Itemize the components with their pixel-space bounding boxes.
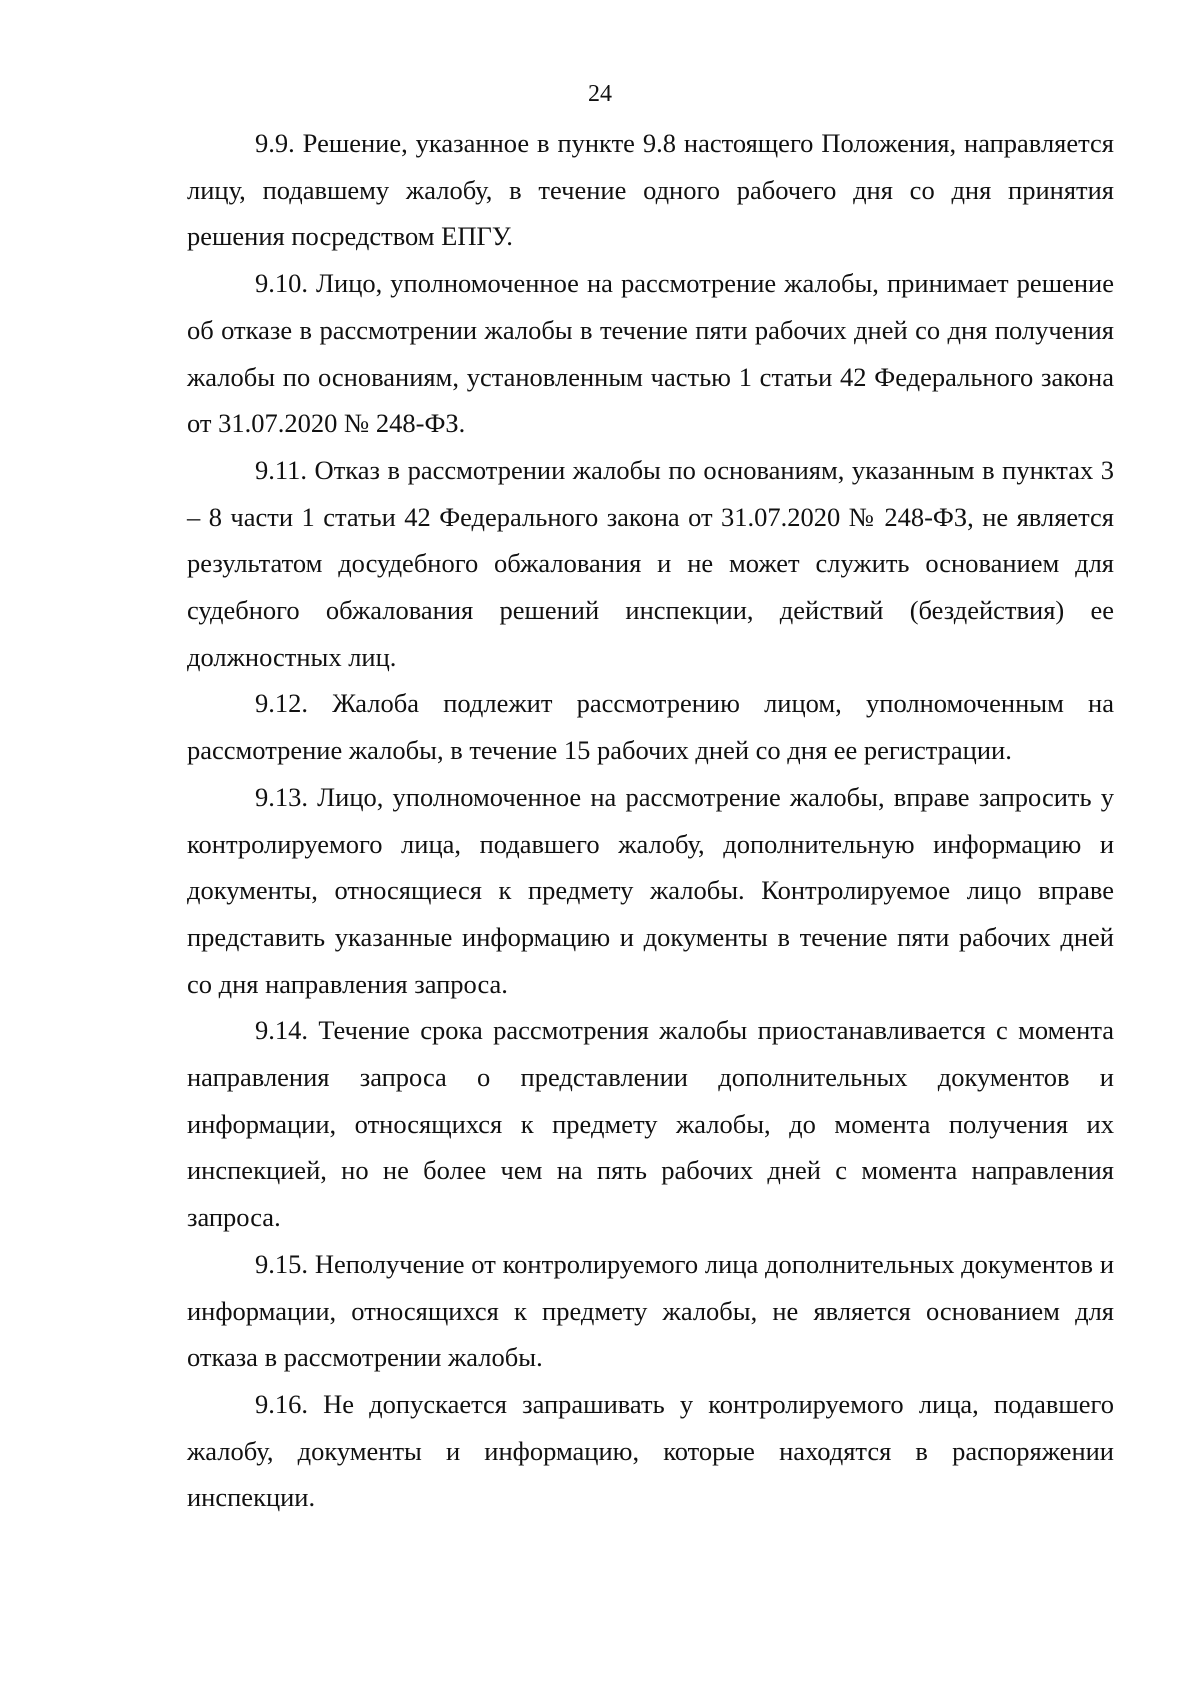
document-body [187,120,1114,1521]
paragraph-9-15: 9.15. Неполучение от контролируемого лица дополнительных документов и информации, относящихся к предмету жалобы, не является основанием для отказа в рассмотрении жалобы. [187,1248,1114,1373]
paragraph-9-12: 9.12. Жалоба подлежит рассмотрению лицом, уполномоченным на рассмотрение жалобы, в течение 15 рабочих дней со дня ее регистрации. [187,688,1114,766]
paragraph-9-11: 9.11. Отказ в рассмотрении жалобы по основаниям, указанным в пунктах 3 – 8 части 1 статьи 42 Федерального закона от 31.07.2020 № 248-ФЗ, не является результатом досудебного обжалования и не может служить основанием для судебного обжалования решений инспекции, действий (бездействия) ее должностных лиц. [187,454,1114,672]
paragraph-9-13: 9.13. Лицо, уполномоченное на рассмотрение жалобы, вправе запросить у контролируемого лица, подавшего жалобу, дополнительную информацию и документы, относящиеся к предмету жалобы. Контролируемое лицо вправе представить указанные информацию и документы в течение пяти рабочих дней со дня направления запроса. [187,781,1114,999]
paragraph-9-14: 9.14. Течение срока рассмотрения жалобы приостанавливается с момента направления запроса о представлении дополнительных документов и информации, относящихся к предмету жалобы, до момента получения их инспекцией, но не более чем на пять рабочих дней с момента направления запроса. [187,1015,1114,1233]
page-number: 24 [588,81,612,107]
paragraph-9-16: 9.16. Не допускается запрашивать у контролируемого лица, подавшего жалобу, документы и информацию, которые находятся в распоряжении инспекции. [187,1388,1114,1513]
paragraph-9-10: 9.10. Лицо, уполномоченное на рассмотрение жалобы, принимает решение об отказе в рассмотрении жалобы в течение пяти рабочих дней со дня получения жалобы по основаниям, установленным частью 1 статьи 42 Федерального закона от 31.07.2020 № 248-ФЗ. [187,268,1114,439]
paragraph-9-9: 9.9. Решение, указанное в пункте 9.8 настоящего Положения, направляется лицу, подавшему жалобу, в течение одного рабочего дня со дня принятия решения посредством ЕПГУ. [187,128,1114,252]
